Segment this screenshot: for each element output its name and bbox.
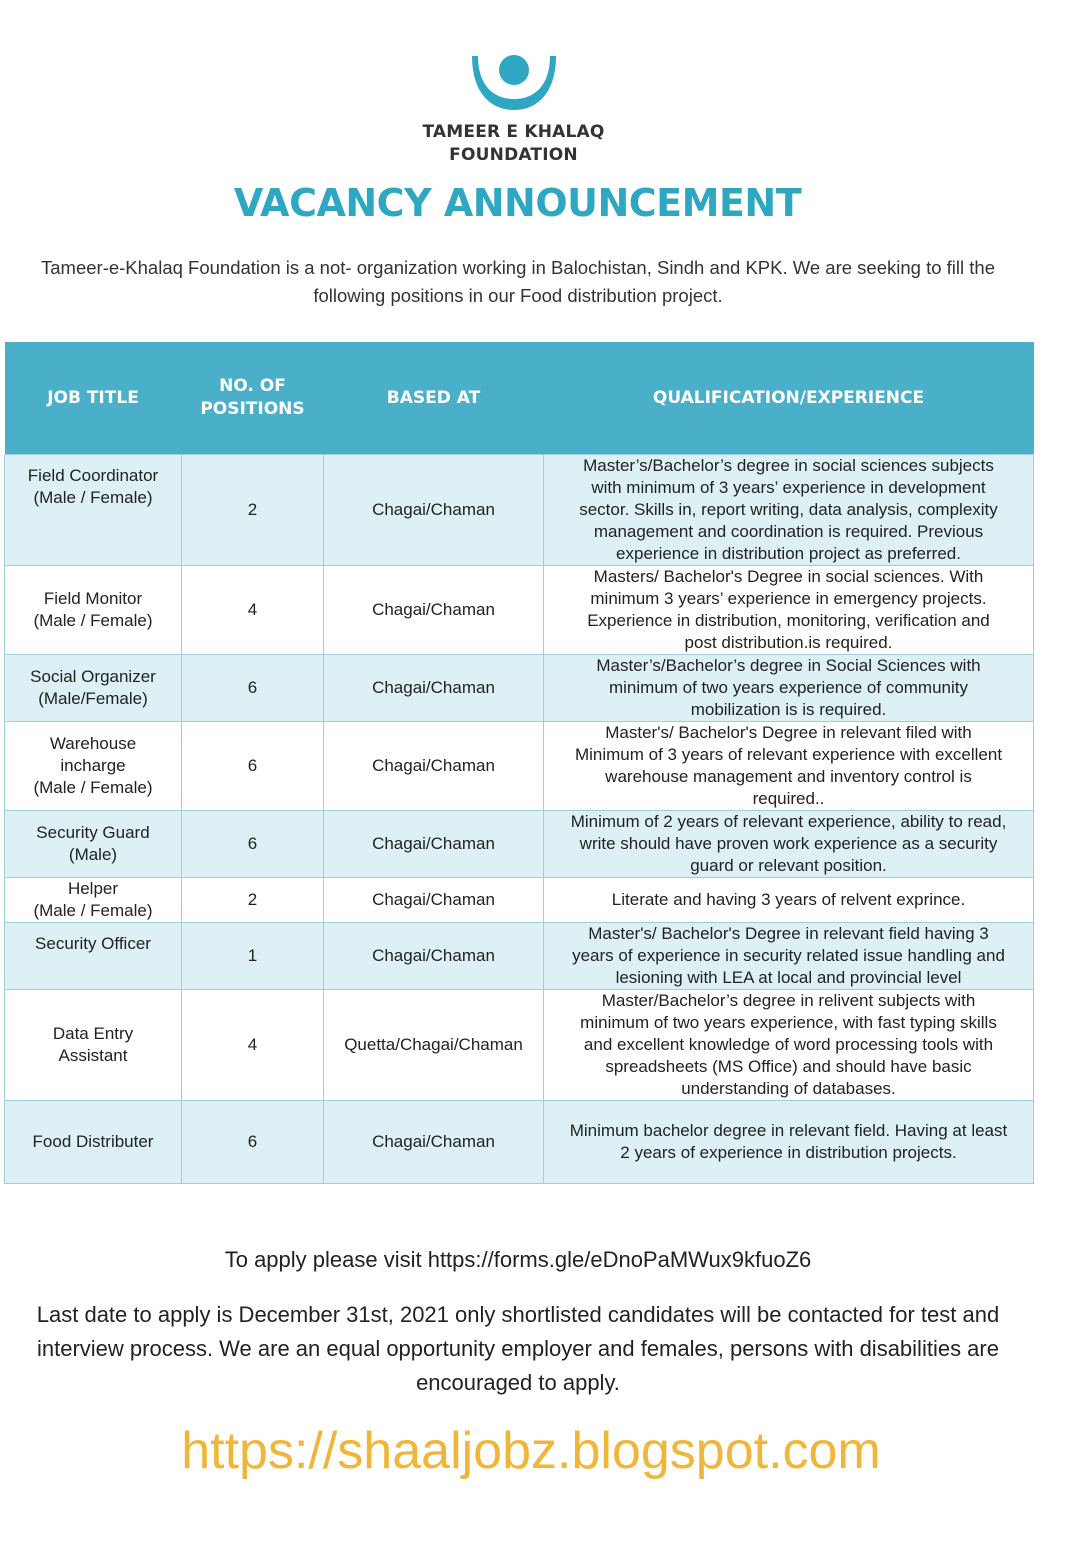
qualification-line: Experience in distribution, monitoring, verification and — [587, 611, 990, 630]
table-body — [5, 455, 1034, 1184]
job-title-cell — [5, 566, 182, 655]
qualification-line: years of experience in security related issue handling and — [572, 946, 1005, 965]
job-title-line: Data Entry — [52, 1024, 134, 1043]
based-at-cell: Chagai/Chaman — [324, 566, 544, 655]
qualification-line: spreadsheets (MS Office) and should have basic — [605, 1057, 972, 1076]
based-at-cell: Chagai/Chaman — [324, 923, 544, 990]
qualification-line: Master’s/Bachelor’s degree in Social Sciences with — [596, 656, 981, 675]
qualification-cell — [544, 655, 1034, 722]
qualification-cell — [544, 990, 1034, 1101]
qualification-cell — [544, 566, 1034, 655]
table-row — [5, 990, 1034, 1101]
qualification-line: Minimum of 3 years of relevant experience with excellent — [574, 745, 1003, 764]
positions-cell: 4 — [182, 990, 324, 1101]
qualification-cell — [544, 1101, 1034, 1184]
table-row — [5, 722, 1034, 811]
qualification-line: 2 years of experience in distribution projects. — [620, 1143, 957, 1162]
job-title-line: (Male / Female) — [33, 611, 153, 630]
qualification-line: mobilization is is required. — [690, 700, 887, 719]
based-at-cell: Chagai/Chaman — [324, 722, 544, 811]
job-title-line: Security Officer — [35, 934, 151, 953]
based-at-cell: Chagai/Chaman — [324, 455, 544, 566]
job-title-line: (Male / Female) — [33, 778, 153, 797]
positions-cell: 6 — [182, 655, 324, 722]
based-at-cell: Chagai/Chaman — [324, 1101, 544, 1184]
column-header-positions-line2: POSITIONS — [200, 399, 305, 419]
job-title-line: Helper — [67, 879, 119, 898]
column-header-positions — [182, 342, 324, 455]
table-header-row — [5, 342, 1034, 455]
based-at-cell: Quetta/Chagai/Chaman — [324, 990, 544, 1101]
table-row — [5, 455, 1034, 566]
qualification-line: experience in distribution project as preferred. — [616, 544, 961, 563]
org-name-line2: FOUNDATION — [449, 145, 578, 165]
job-title-line: Field Monitor — [43, 589, 143, 608]
qualification-line: Master’s/Bachelor’s degree in social sciences subjects — [583, 456, 994, 475]
table-row — [5, 878, 1034, 923]
job-title-line: Warehouse — [49, 734, 137, 753]
positions-cell: 2 — [182, 878, 324, 923]
job-title-line: Social Organizer — [30, 667, 156, 686]
qualification-line: and excellent knowledge of word processing tools with — [583, 1035, 994, 1054]
deadline-line-2: interview process. We are an equal opportunity employer and females, persons with disabilities are — [37, 1336, 999, 1361]
column-header-qualification: QUALIFICATION/EXPERIENCE — [544, 342, 1034, 455]
deadline-line-1: Last date to apply is December 31st, 2021 only shortlisted candidates will be contacted for test and — [36, 1302, 1000, 1327]
positions-cell: 6 — [182, 811, 324, 878]
org-name-line1: TAMEER E KHALAQ — [422, 122, 605, 142]
qualification-cell — [544, 722, 1034, 811]
qualification-line: management and coordination is required. Previous — [593, 522, 984, 541]
qualification-line: understanding of databases. — [681, 1079, 896, 1098]
qualification-cell — [544, 811, 1034, 878]
qualification-line: minimum of two years experience of community — [608, 678, 969, 697]
job-title-cell — [5, 722, 182, 811]
column-header-positions-line1: NO. OF — [219, 376, 286, 396]
table-row — [5, 1101, 1034, 1184]
job-title-cell — [5, 990, 182, 1101]
qualification-line: warehouse management and inventory control is — [605, 767, 972, 786]
job-title-cell — [5, 655, 182, 722]
job-title-line: (Male / Female) — [33, 901, 153, 920]
based-at-cell: Chagai/Chaman — [324, 811, 544, 878]
deadline-line-3: encouraged to apply. — [416, 1370, 620, 1395]
qualification-line: minimum of two years experience, with fast typing skills — [580, 1013, 997, 1032]
qualification-line: post distribution.is required. — [684, 633, 893, 652]
positions-cell: 6 — [182, 722, 324, 811]
job-title-cell — [5, 878, 182, 923]
job-title-line: incharge — [60, 756, 126, 775]
qualification-line: required.. — [752, 789, 825, 808]
qualification-line: Master/Bachelor’s degree in relivent subjects with — [601, 991, 976, 1010]
positions-cell: 6 — [182, 1101, 324, 1184]
intro-paragraph — [0, 254, 1036, 310]
job-title-cell — [5, 811, 182, 878]
foundation-logo-icon — [466, 52, 562, 116]
page-title: VACANCY ANNOUNCEMENT — [233, 181, 802, 225]
table-row — [5, 923, 1034, 990]
job-title-line: Security Guard — [36, 823, 150, 842]
qualification-cell — [544, 455, 1034, 566]
qualification-line: Masters/ Bachelor's Degree in social sciences. With — [593, 567, 984, 586]
job-title-cell — [5, 1101, 182, 1184]
column-header-job-title: JOB TITLE — [5, 342, 182, 455]
intro-line-1: Tameer-e-Khalaq Foundation is a not- organization working in Balochistan, Sindh and KPK. We are seeking to fill the — [41, 257, 995, 278]
job-title-line: Field Coordinator — [27, 466, 159, 485]
intro-line-2: following positions in our Food distribution project. — [313, 285, 723, 306]
positions-cell: 4 — [182, 566, 324, 655]
positions-cell: 2 — [182, 455, 324, 566]
qualification-line: sector. Skills in, report writing, data analysis, complexity — [579, 500, 998, 519]
deadline-notice — [0, 1298, 1080, 1400]
qualification-cell — [544, 878, 1034, 923]
qualification-line: Minimum bachelor degree in relevant field. Having at least — [569, 1121, 1008, 1140]
job-title-cell — [5, 455, 182, 566]
table-row — [5, 811, 1034, 878]
apply-instructions: To apply please visit https://forms.gle/eDnoPaMWux9kfuoZ6 — [224, 1247, 812, 1272]
watermark-url: https://shaaljobz.blogspot.com — [181, 1422, 881, 1480]
job-title-line: (Male / Female) — [33, 488, 153, 507]
qualification-line: write should have proven work experience as a security — [579, 834, 998, 853]
job-title-line: Assistant — [58, 1046, 128, 1065]
positions-cell: 1 — [182, 923, 324, 990]
job-title-line: Food Distributer — [32, 1132, 154, 1151]
table-row — [5, 566, 1034, 655]
qualification-line: Minimum of 2 years of relevant experience, ability to read, — [570, 812, 1007, 831]
job-title-cell — [5, 923, 182, 990]
qualification-line: guard or relevant position. — [690, 856, 887, 875]
qualification-line: with minimum of 3 years’ experience in development — [591, 478, 986, 497]
vacancy-table — [4, 342, 1034, 1184]
qualification-cell — [544, 923, 1034, 990]
qualification-line: Literate and having 3 years of relvent exprince. — [611, 890, 966, 909]
qualification-line: Master's/ Bachelor's Degree in relevant filed with — [605, 723, 972, 742]
based-at-cell: Chagai/Chaman — [324, 655, 544, 722]
qualification-line: Master's/ Bachelor's Degree in relevant field having 3 — [588, 924, 989, 943]
based-at-cell: Chagai/Chaman — [324, 878, 544, 923]
job-title-line: (Male/Female) — [38, 689, 148, 708]
table-row — [5, 655, 1034, 722]
qualification-line: lesioning with LEA at local and provincial level — [615, 968, 962, 987]
qualification-line: minimum 3 years’ experience in emergency projects. — [590, 589, 987, 608]
column-header-based-at: BASED AT — [324, 342, 544, 455]
job-title-line: (Male) — [68, 845, 118, 864]
